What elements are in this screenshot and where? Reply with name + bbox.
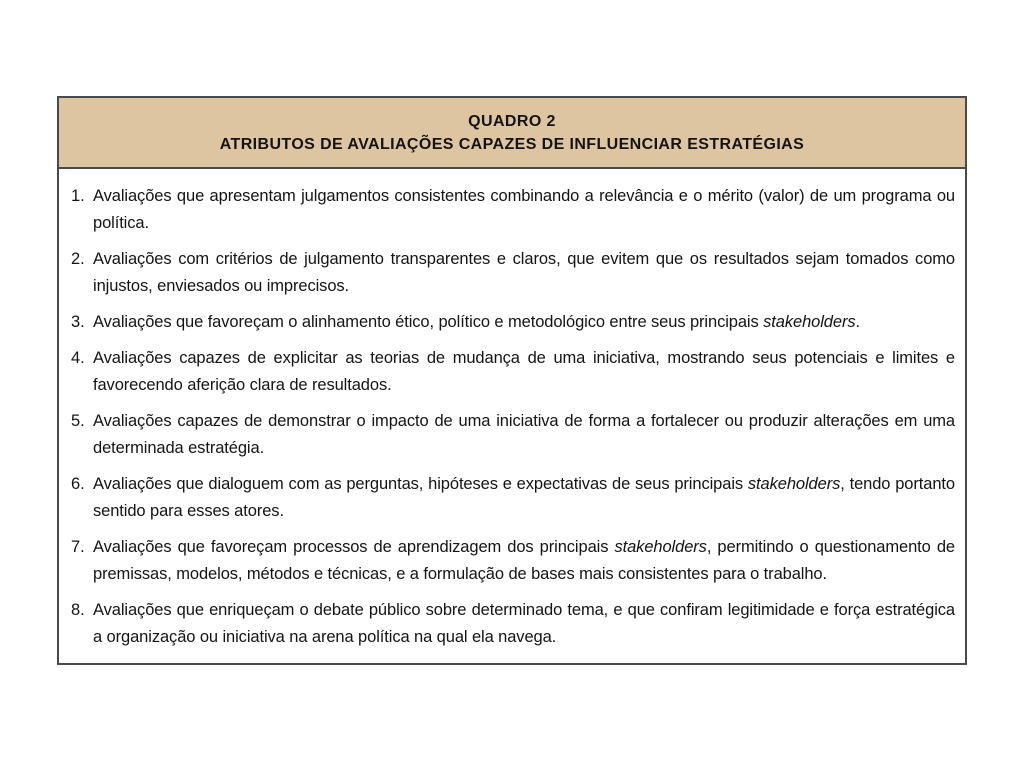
attributes-list xyxy=(69,183,955,651)
item-text-italic: stakeholders xyxy=(747,475,841,493)
list-item xyxy=(69,345,955,399)
list-item xyxy=(69,597,955,651)
item-number: 6. xyxy=(71,475,85,493)
item-text: Avaliações capazes de explicitar as teorias de mudança de uma iniciativa, mostrando seus potenciais e limites e favorecendo aferição clara de resultados. xyxy=(93,349,955,394)
item-text-italic: stakeholders xyxy=(614,538,707,556)
quadro-2-box xyxy=(57,96,967,665)
item-text: Avaliações que favoreçam processos de aprendizagem dos principais xyxy=(93,538,615,556)
item-text: , tendo portanto sentido para esses atores. xyxy=(93,475,955,520)
item-number: 2. xyxy=(71,250,85,268)
item-text: Avaliações capazes de demonstrar o impacto de uma iniciativa de forma a fortalecer ou produzir alterações em uma determinada estratégia. xyxy=(93,412,955,457)
item-number: 4. xyxy=(71,349,85,367)
item-text: Avaliações que favoreçam o alinhamento ético, político e metodológico entre seus principais xyxy=(93,313,764,331)
item-number: 7. xyxy=(71,538,85,556)
item-text: . xyxy=(855,313,860,331)
item-text-italic: stakeholders xyxy=(763,313,856,331)
item-text: , permitindo o questionamento de premissas, modelos, métodos e técnicas, e a formulação de bases mais consistentes para o trabalho. xyxy=(93,538,955,583)
quadro-body xyxy=(59,169,965,663)
list-item xyxy=(69,408,955,462)
quadro-subtitle: ATRIBUTOS DE AVALIAÇÕES CAPAZES DE INFLUENCIAR ESTRATÉGIAS xyxy=(219,136,805,153)
list-item xyxy=(69,183,955,237)
quadro-header xyxy=(59,98,965,169)
item-number: 8. xyxy=(71,601,85,619)
item-number: 1. xyxy=(71,187,85,205)
list-item xyxy=(69,309,955,336)
item-number: 3. xyxy=(71,313,85,331)
list-item xyxy=(69,534,955,588)
item-text: Avaliações com critérios de julgamento transparentes e claros, que evitem que os resultados sejam tomados como injustos, enviesados ou imprecisos. xyxy=(93,250,955,295)
item-text: Avaliações que apresentam julgamentos consistentes combinando a relevância e o mérito (valor) de um programa ou política. xyxy=(93,187,955,232)
item-text: Avaliações que dialoguem com as perguntas, hipóteses e expectativas de seus principais xyxy=(93,475,748,493)
quadro-title: QUADRO 2 xyxy=(468,113,556,130)
item-number: 5. xyxy=(71,412,85,430)
list-item xyxy=(69,471,955,525)
list-item xyxy=(69,246,955,300)
item-text: Avaliações que enriqueçam o debate público sobre determinado tema, e que confiram legitimidade e força estratégica a organização ou iniciativa na arena política na qual ela navega. xyxy=(93,601,955,646)
